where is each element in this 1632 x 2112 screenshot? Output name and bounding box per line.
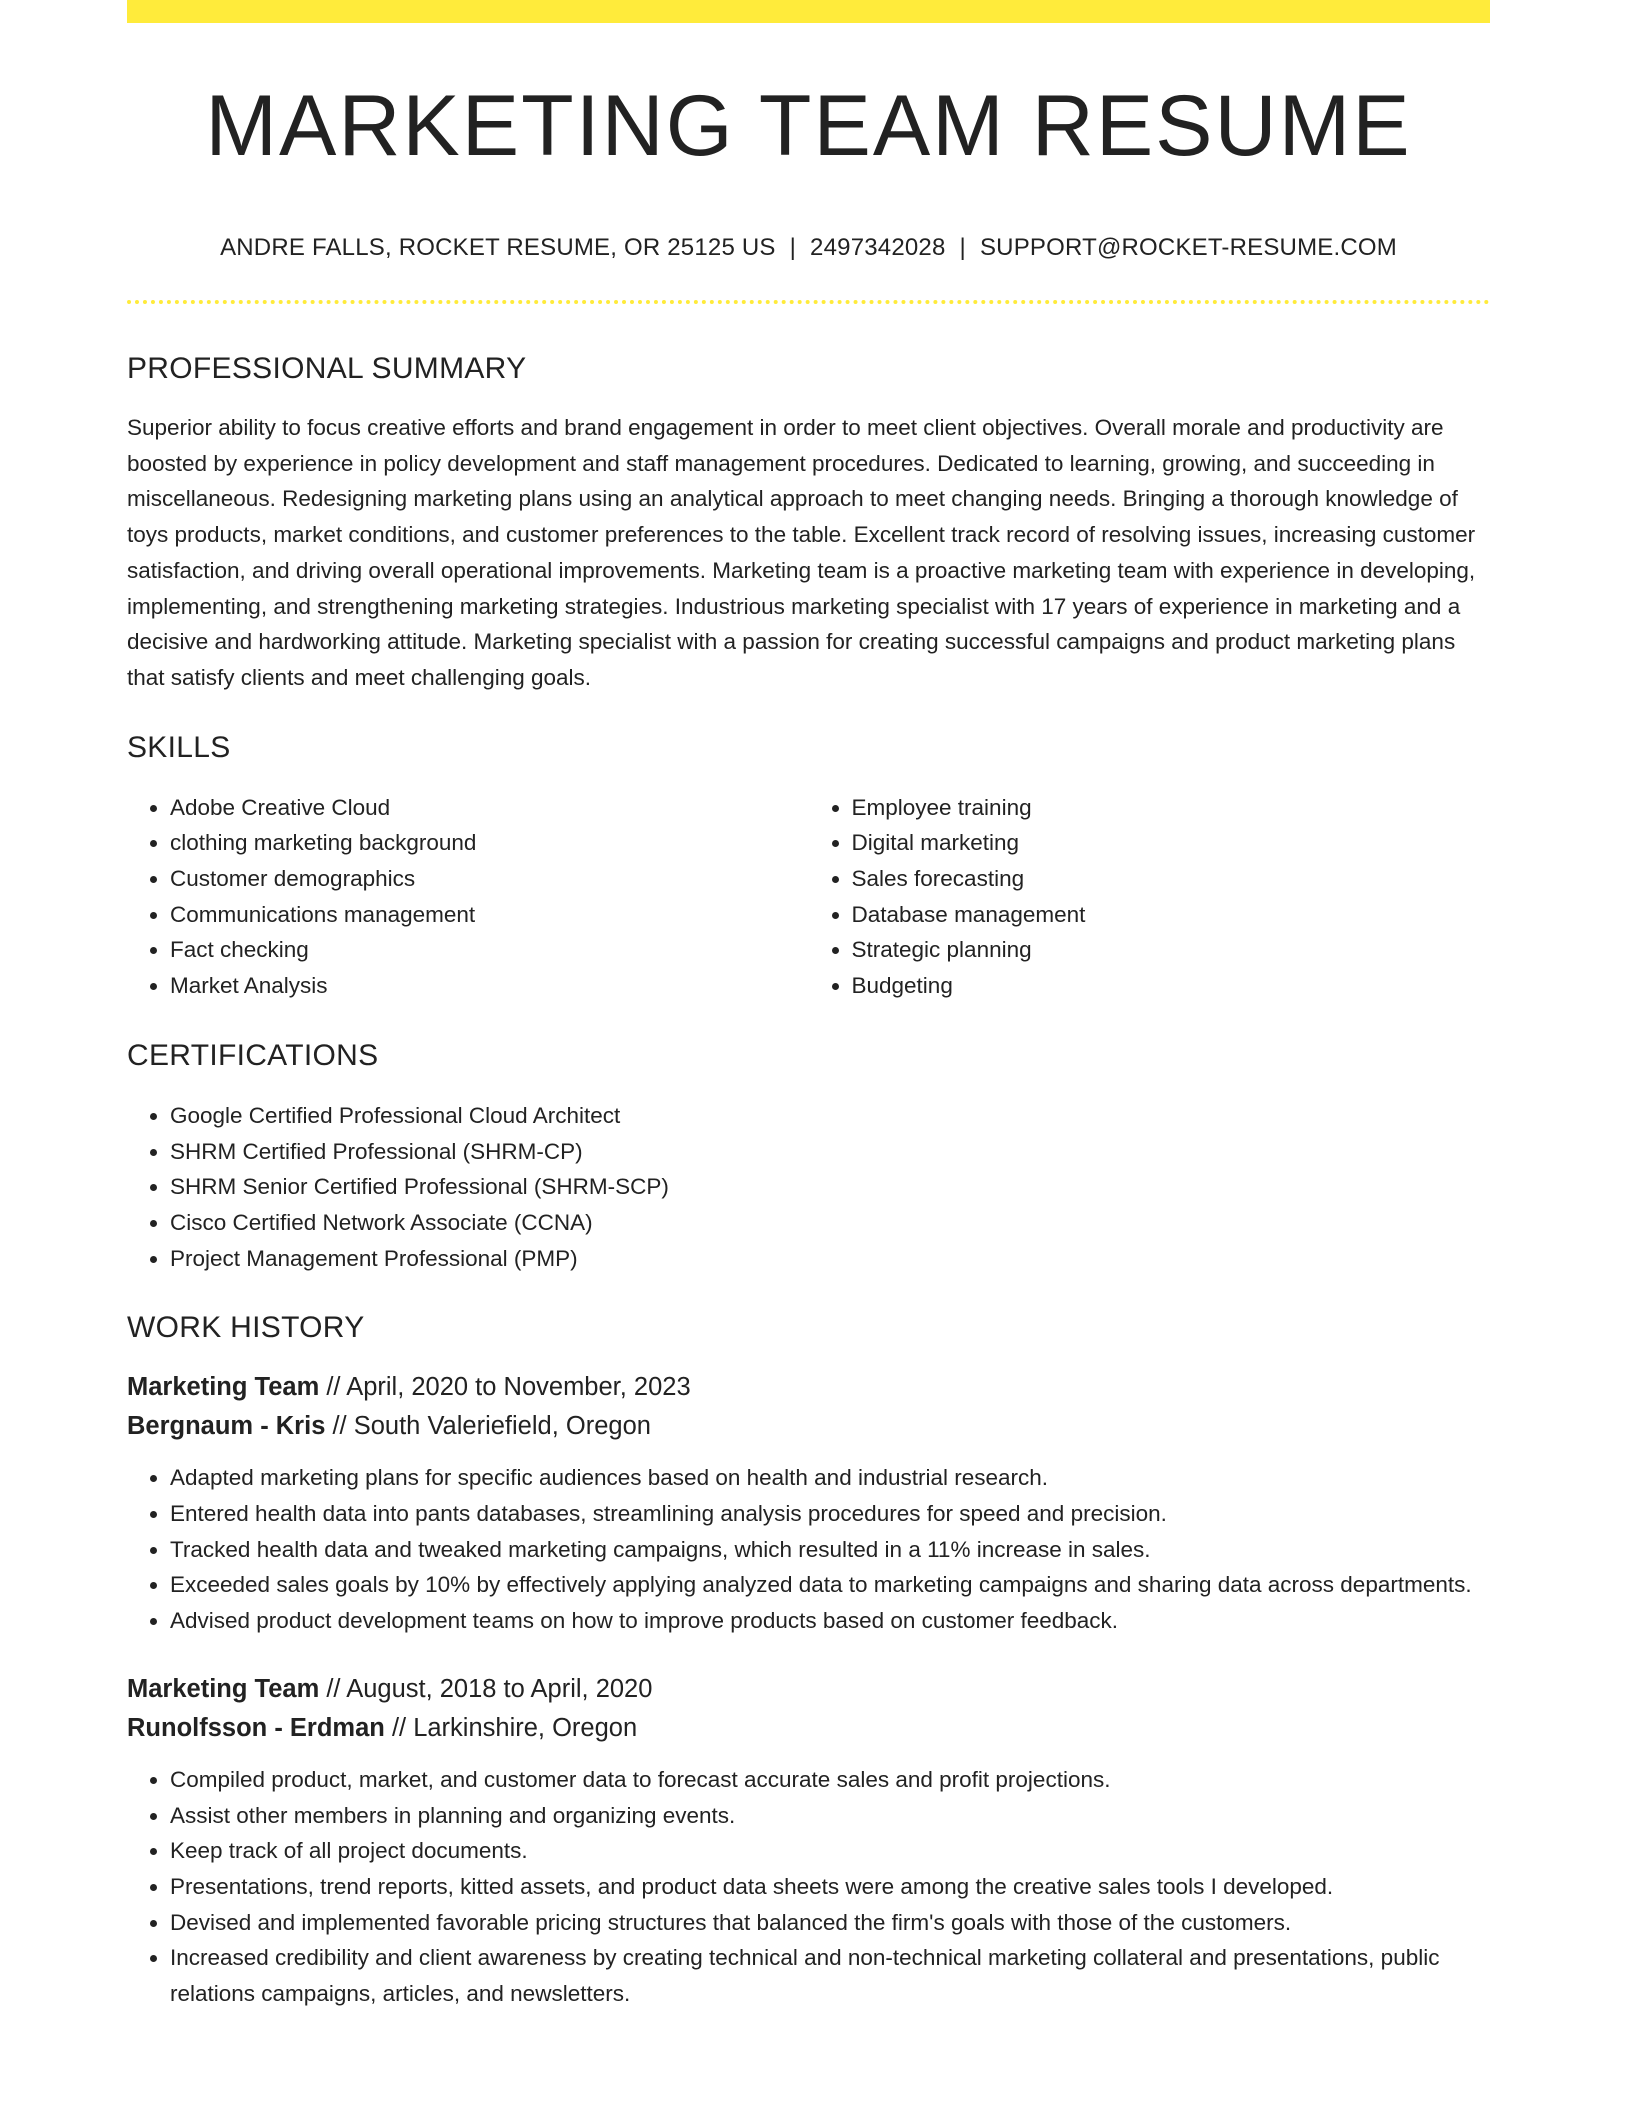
certifications-heading: CERTIFICATIONS (127, 1038, 379, 1072)
job-entry (127, 1368, 1490, 1639)
contact-address: ANDRE FALLS, ROCKET RESUME, OR 25125 US (220, 234, 776, 261)
contact-line (127, 234, 1490, 262)
skills-heading: SKILLS (127, 730, 231, 764)
resume-title: MARKETING TEAM RESUME (205, 78, 1412, 174)
certification-item: • SHRM Senior Certified Professional (SHRM-SCP) (170, 1169, 1490, 1205)
job-bullet: • Advised product development teams on how to improve products based on customer feedback. (170, 1603, 1490, 1639)
certification-item: • Cisco Certified Network Associate (CCNA) (170, 1205, 1490, 1241)
job-bullet: • Tracked health data and tweaked marketing campaigns, which resulted in a 11% increase in sales. (170, 1532, 1490, 1568)
work-history-heading: WORK HISTORY (127, 1311, 365, 1345)
job-entry (127, 1670, 1490, 2012)
summary-heading: PROFESSIONAL SUMMARY (127, 352, 527, 385)
job-title-line (127, 1368, 1490, 1407)
skill-item: • Market Analysis (170, 968, 809, 1004)
skills-column-left (127, 790, 809, 1004)
contact-email: SUPPORT@ROCKET-RESUME.COM (979, 234, 1397, 261)
job-title-line (127, 1670, 1490, 1709)
skill-item: • Budgeting (852, 968, 1491, 1004)
job-bullet: • Compiled product, market, and customer data to forecast accurate sales and profit projections. (170, 1762, 1490, 1798)
contact-phone: 2497342028 (810, 234, 946, 261)
skill-item: • clothing marketing background (170, 825, 809, 861)
job-bullet: • Devised and implemented favorable pricing structures that balanced the firm's goals with those of the customers. (170, 1905, 1490, 1941)
resume-page (127, 0, 1490, 2012)
job-company-line (127, 1407, 1490, 1446)
skills-list (127, 790, 1490, 1004)
skill-item: • Fact checking (170, 932, 809, 968)
job-bullet: • Entered health data into pants databases, streamlining analysis procedures for speed and precision. (170, 1496, 1490, 1532)
summary-text: Superior ability to focus creative efforts and brand engagement in order to meet client objectives. Overall morale and productivity are boosted by experience in policy development and staff management procedures. Dedicated to learning, growing, and succeeding in miscellaneous. Redesigning marketing plans using an analytical approach to meet changing needs. Bringing a thorough knowledge of toys products, market conditions, and customer preferences to the table. Excellent track record of resolving issues, increasing customer satisfaction, and driving overall operational improvements. Marketing team is a proactive marketing team with experience in developing, implementing, and strengthening marketing strategies. Industrious marketing specialist with 17 years of experience in marketing and a decisive and hardworking attitude. Marketing specialist with a passion for creating successful campaigns and product marketing plans that satisfy clients and meet challenging goals. (127, 415, 1476, 690)
job-dates: // April, 2020 to November, 2023 (326, 1373, 691, 1402)
job-bullets (127, 1762, 1490, 2012)
skill-item: • Sales forecasting (852, 861, 1491, 897)
contact-separator: | (789, 234, 797, 261)
certification-item: • SHRM Certified Professional (SHRM-CP) (170, 1134, 1490, 1170)
skill-item: • Adobe Creative Cloud (170, 790, 809, 826)
job-bullets (127, 1460, 1490, 1639)
certification-item: • Google Certified Professional Cloud Architect (170, 1098, 1490, 1134)
job-company-line (127, 1709, 1490, 1748)
skill-item: • Employee training (852, 790, 1491, 826)
job-role: Marketing Team (127, 1373, 320, 1402)
certification-item: • Project Management Professional (PMP) (170, 1241, 1490, 1277)
job-role: Marketing Team (127, 1674, 320, 1703)
job-location: // South Valeriefield, Oregon (332, 1412, 651, 1441)
skill-item: • Customer demographics (170, 861, 809, 897)
job-company: Bergnaum - Kris (127, 1412, 326, 1441)
job-bullet: • Increased credibility and client awareness by creating technical and non-technical marketing collateral and presentations, public relations campaigns, articles, and newsletters. (170, 1940, 1490, 2011)
dotted-divider (127, 300, 1490, 304)
job-bullet: • Keep track of all project documents. (170, 1833, 1490, 1869)
accent-top-bar (127, 0, 1490, 23)
contact-separator: | (959, 234, 966, 261)
job-location: // Larkinshire, Oregon (391, 1713, 638, 1742)
job-bullet: • Presentations, trend reports, kitted assets, and product data sheets were among the creative sales tools I developed. (170, 1869, 1490, 1905)
job-dates: // August, 2018 to April, 2020 (326, 1674, 653, 1703)
certifications-list (127, 1098, 1490, 1277)
skill-item: • Communications management (170, 897, 809, 933)
skill-item: • Database management (852, 897, 1491, 933)
skill-item: • Digital marketing (852, 825, 1491, 861)
job-bullet: • Assist other members in planning and organizing events. (170, 1798, 1490, 1834)
skills-column-right (809, 790, 1491, 1004)
skill-item: • Strategic planning (852, 932, 1491, 968)
job-bullet: • Exceeded sales goals by 10% by effectively applying analyzed data to marketing campaigns and sharing data across departments. (170, 1567, 1490, 1603)
job-bullet: • Adapted marketing plans for specific audiences based on health and industrial research. (170, 1460, 1490, 1496)
job-company: Runolfsson - Erdman (127, 1713, 385, 1742)
